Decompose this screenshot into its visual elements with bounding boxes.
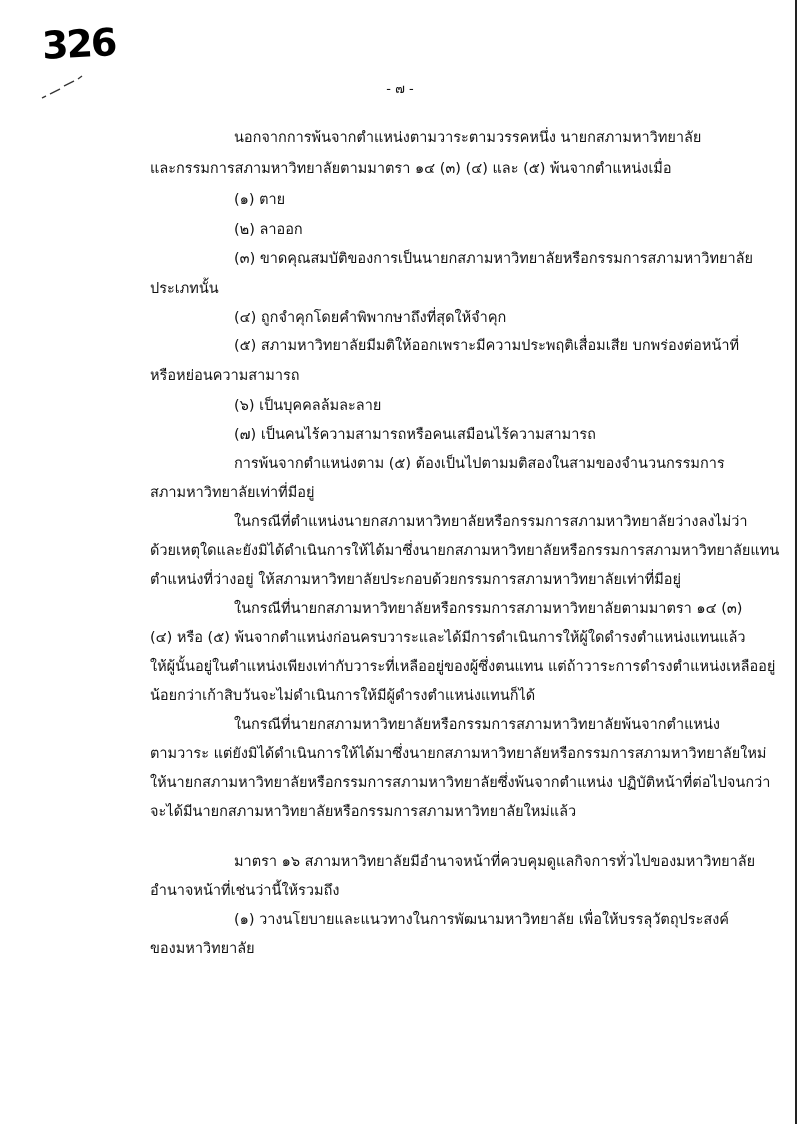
text-line: ด้วยเหตุใดและยังมิได้ดำเนินการให้ได้มาซึ่งนายกสภามหาวิทยาลัยหรือกรรมการสภามหาวิทยาลัยแทน bbox=[150, 543, 780, 559]
text-line: (๑) ตาย bbox=[234, 192, 286, 208]
text-line: สภามหาวิทยาลัยเท่าที่มีอยู่ bbox=[150, 485, 315, 501]
text-line: ในกรณีที่นายกสภามหาวิทยาลัยหรือกรรมการสภามหาวิทยาลัยพ้นจากตำแหน่ง bbox=[234, 717, 720, 733]
page-number: - ๗ - bbox=[386, 82, 414, 97]
text-line: ตามวาระ แต่ยังมิได้ดำเนินการให้ได้มาซึ่งนายกสภามหาวิทยาลัยหรือกรรมการสภามหาวิทยาลัยใหม่ bbox=[150, 746, 767, 762]
text-line: (๔) หรือ (๕) พ้นจากตำแหน่งก่อนครบวาระและได้มีการดำเนินการให้ผู้ใดดำรงตำแหน่งแทนแล้ว bbox=[150, 630, 746, 646]
text-line: (๓) ขาดคุณสมบัติของการเป็นนายกสภามหาวิทยาลัยหรือกรรมการสภามหาวิทยาลัย bbox=[234, 251, 754, 267]
text-line: (๔) ถูกจำคุกโดยคำพิพากษาถึงที่สุดให้จำคุก bbox=[234, 310, 507, 326]
text-line: ให้นายกสภามหาวิทยาลัยหรือกรรมการสภามหาวิทยาลัยซึ่งพ้นจากตำแหน่ง ปฏิบัติหน้าที่ต่อไปจนกว่า bbox=[150, 775, 771, 791]
text-line: ให้ผู้นั้นอยู่ในตำแหน่งเพียงเท่ากับวาระที่เหลืออยู่ของผู้ซึ่งตนแทน แต่ถ้าวาระการดำรงตำแหน่งเหลืออยู่ bbox=[150, 659, 776, 675]
text-line: หรือหย่อนความสามารถ bbox=[150, 368, 300, 384]
text-line: ของมหาวิทยาลัย bbox=[150, 941, 255, 957]
text-line: นอกจากการพ้นจากตำแหน่งตามวาระตามวรรคหนึ่ง นายกสภามหาวิทยาลัย bbox=[234, 130, 702, 146]
text-line: มาตรา ๑๖ สภามหาวิทยาลัยมีอำนาจหน้าที่ควบคุมดูแลกิจการทั่วไปของมหาวิทยาลัย bbox=[234, 854, 756, 870]
text-line: ตำแหน่งที่ว่างอยู่ ให้สภามหาวิทยาลัยประกอบด้วยกรรมการสภามหาวิทยาลัยเท่าที่มีอยู่ bbox=[150, 572, 682, 588]
text-line: (๗) เป็นคนไร้ความสามารถหรือคนเสมือนไร้ความสามารถ bbox=[234, 427, 596, 443]
scan-border bbox=[795, 0, 797, 1124]
text-line: ในกรณีที่ตำแหน่งนายกสภามหาวิทยาลัยหรือกรรมการสภามหาวิทยาลัยว่างลงไม่ว่า bbox=[234, 514, 748, 530]
text-line: น้อยกว่าเก้าสิบวันจะไม่ดำเนินการให้มีผู้ดำรงตำแหน่งแทนก็ได้ bbox=[150, 688, 536, 704]
text-line: (๖) เป็นบุคคลล้มละลาย bbox=[234, 398, 382, 414]
text-line: การพ้นจากตำแหน่งตาม (๕) ต้องเป็นไปตามมติสองในสามของจำนวนกรรมการ bbox=[234, 456, 725, 472]
handwritten-page-number: 326 bbox=[40, 20, 117, 68]
text-line: และกรรมการสภามหาวิทยาลัยตามมาตรา ๑๔ (๓) (๔) และ (๕) พ้นจากตำแหน่งเมื่อ bbox=[150, 161, 672, 177]
text-line: อำนาจหน้าที่เช่นว่านี้ให้รวมถึง bbox=[150, 883, 340, 899]
text-line: (๑) วางนโยบายและแนวทางในการพัฒนามหาวิทยาลัย เพื่อให้บรรลุวัตถุประสงค์ bbox=[234, 912, 730, 928]
text-line: ประเภทนั้น bbox=[150, 281, 219, 297]
text-line: (๕) สภามหาวิทยาลัยมีมติให้ออกเพราะมีความประพฤติเสื่อมเสีย บกพร่องต่อหน้าที่ bbox=[234, 338, 740, 354]
text-line: จะได้มีนายกสภามหาวิทยาลัยหรือกรรมการสภามหาวิทยาลัยใหม่แล้ว bbox=[150, 804, 577, 820]
text-line: ในกรณีที่นายกสภามหาวิทยาลัยหรือกรรมการสภามหาวิทยาลัยตามมาตรา ๑๔ (๓) bbox=[234, 601, 743, 617]
text-line: (๒) ลาออก bbox=[234, 222, 303, 238]
